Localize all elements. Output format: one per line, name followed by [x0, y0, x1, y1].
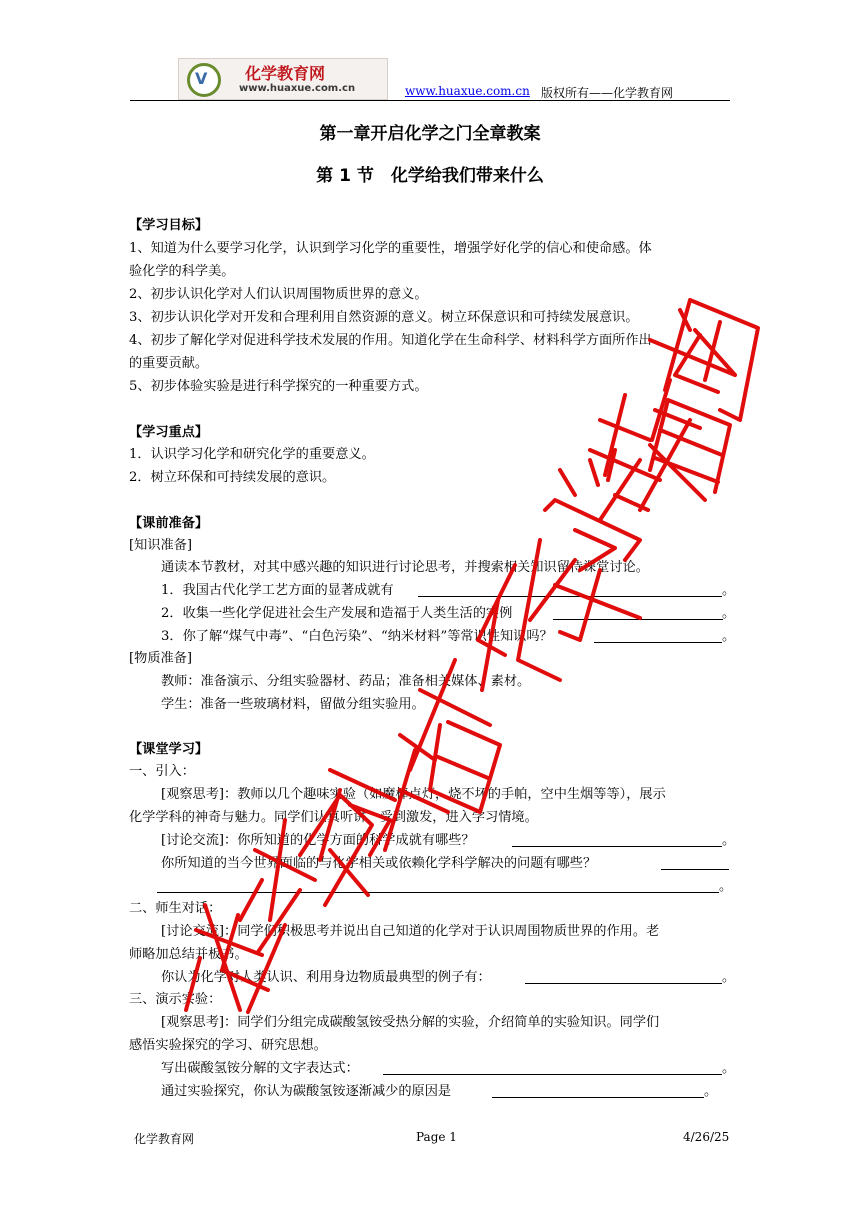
goal-line: 5、初步体验实验是进行科学探究的一种重要方式。 [129, 379, 428, 394]
class-text: 师略加总结并板书。 [129, 947, 248, 962]
watermark-glyph [650, 310, 735, 492]
class-text: [讨论交流]：同学们积极思考并说出自己知道的化学对于认识周围物质世界的作用。老 [161, 924, 660, 939]
class-question: 通过实验探究，你认为碳酸氢铵逐渐减少的原因是 [161, 1084, 452, 1099]
class-question: 你所知道的当今世界面临的与化学相关或依赖化学科学解决的问题有哪些？ [161, 856, 597, 871]
goal-line: 1、知道为什么要学习化学，认识到学习化学的重要性，增强学好化学的信心和使命感。体 [129, 241, 652, 256]
period: 。 [722, 629, 736, 644]
header-divider [130, 100, 730, 101]
watermark-glyph [545, 450, 640, 640]
class-text: [观察思考]：同学们分组完成碳酸氢铵受热分解的实验，介绍简单的实验知识。同学们 [161, 1015, 660, 1030]
prep-question-1: 1．我国古代化学工艺方面的显著成就有 [161, 583, 394, 598]
goal-line: 2、初步认识化学对人们认识周围物质世界的意义。 [129, 287, 428, 302]
watermark-glyph [590, 380, 705, 520]
prep-question-3: 3．你了解“煤气中毒”、“白色污染”、“纳米材料”等常识性知识吗？ [161, 629, 553, 644]
goal-line: 的重要贡献。 [129, 356, 209, 371]
answer-blank[interactable] [418, 596, 722, 597]
class-text: 化学学科的神奇与魅力。同学们认真听讲、受到激发，进入学习情境。 [129, 810, 538, 825]
knowledge-prep-label: [知识准备] [129, 538, 193, 553]
section-label: 一、引入： [129, 764, 195, 779]
copyright-text: 版权所有——化学教育网 [541, 86, 674, 100]
answer-blank[interactable] [594, 642, 722, 643]
chapter-title: 第一章开启化学之门全章教案 [319, 124, 541, 144]
watermark-glyph [665, 300, 758, 420]
section-title: 第 1 节 化学给我们带来什么 [316, 166, 544, 186]
student-prep: 学生：准备一些玻璃材料，留做分组实验用。 [161, 697, 425, 712]
teacher-prep: 教师：准备演示、分组实验器材、药品；准备相关媒体、素材。 [161, 674, 531, 689]
section-label: 三、演示实验： [129, 992, 222, 1007]
class-question: 写出碳酸氢铵分解的文字表达式： [161, 1061, 359, 1076]
answer-blank[interactable] [525, 983, 722, 984]
answer-blank[interactable] [661, 869, 729, 870]
period: 。 [722, 606, 736, 621]
focus-heading: 【学习重点】 [129, 425, 209, 440]
class-question: 你认为化学对人类认识、利用身边物质最典型的例子有： [161, 970, 491, 985]
logo-url: www.huaxue.com.cn [239, 83, 356, 94]
period: 。 [722, 583, 736, 598]
prep-heading: 【课前准备】 [129, 516, 209, 531]
site-link[interactable]: www.huaxue.com.cn [405, 84, 530, 98]
prep-question-2: 2．收集一些化学促进社会生产发展和造福于人类生活的实例 [161, 606, 513, 621]
period: 。 [722, 833, 736, 848]
answer-blank[interactable] [383, 1074, 722, 1075]
site-logo[interactable] [178, 58, 388, 100]
class-text: 感悟实验探究的学习、研究思想。 [129, 1038, 327, 1053]
answer-blank[interactable] [512, 846, 722, 847]
period: 。 [722, 970, 736, 985]
answer-blank[interactable] [492, 1097, 704, 1098]
class-text: [观察思考]：教师以几个趣味实验（如魔棒点灯，烧不坏的手帕，空中生烟等等），展示 [161, 787, 666, 802]
goals-heading: 【学习目标】 [129, 218, 209, 233]
period: 。 [722, 1061, 736, 1076]
goal-line: 3、初步认识化学对开发和合理利用自然资源的意义。树立环保意识和可持续发展意识。 [129, 310, 639, 325]
focus-line: 1．认识学习化学和研究化学的重要意义。 [129, 447, 375, 462]
class-heading: 【课堂学习】 [129, 742, 209, 757]
goal-line: 验化学的科学美。 [129, 264, 235, 279]
class-question: [讨论交流]：你所知道的化学方面的科学成就有哪些？ [161, 833, 475, 848]
footer-date: 4/26/25 [683, 1130, 730, 1144]
answer-blank[interactable] [157, 892, 719, 893]
period: 。 [719, 879, 733, 894]
goal-line: 4、初步了解化学对促进科学技术发展的作用。知道化学在生命科学、材料科学方面所作出 [129, 333, 652, 348]
footer-site: 化学教育网 [134, 1132, 195, 1146]
focus-line: 2．树立环保和可持续发展的意识。 [129, 470, 336, 485]
material-prep-label: [物质准备] [129, 651, 193, 666]
logo-name: 化学教育网 [245, 64, 326, 83]
page-number: Page 1 [416, 1130, 457, 1144]
logo-circle-icon: V [187, 63, 221, 97]
period: 。 [704, 1084, 718, 1099]
answer-blank[interactable] [553, 619, 723, 620]
prep-intro: 通读本节教材，对其中感兴趣的知识进行讨论思考，并搜索相关知识留待课堂讨论。 [161, 560, 649, 575]
section-label: 二、师生对话： [129, 901, 222, 916]
